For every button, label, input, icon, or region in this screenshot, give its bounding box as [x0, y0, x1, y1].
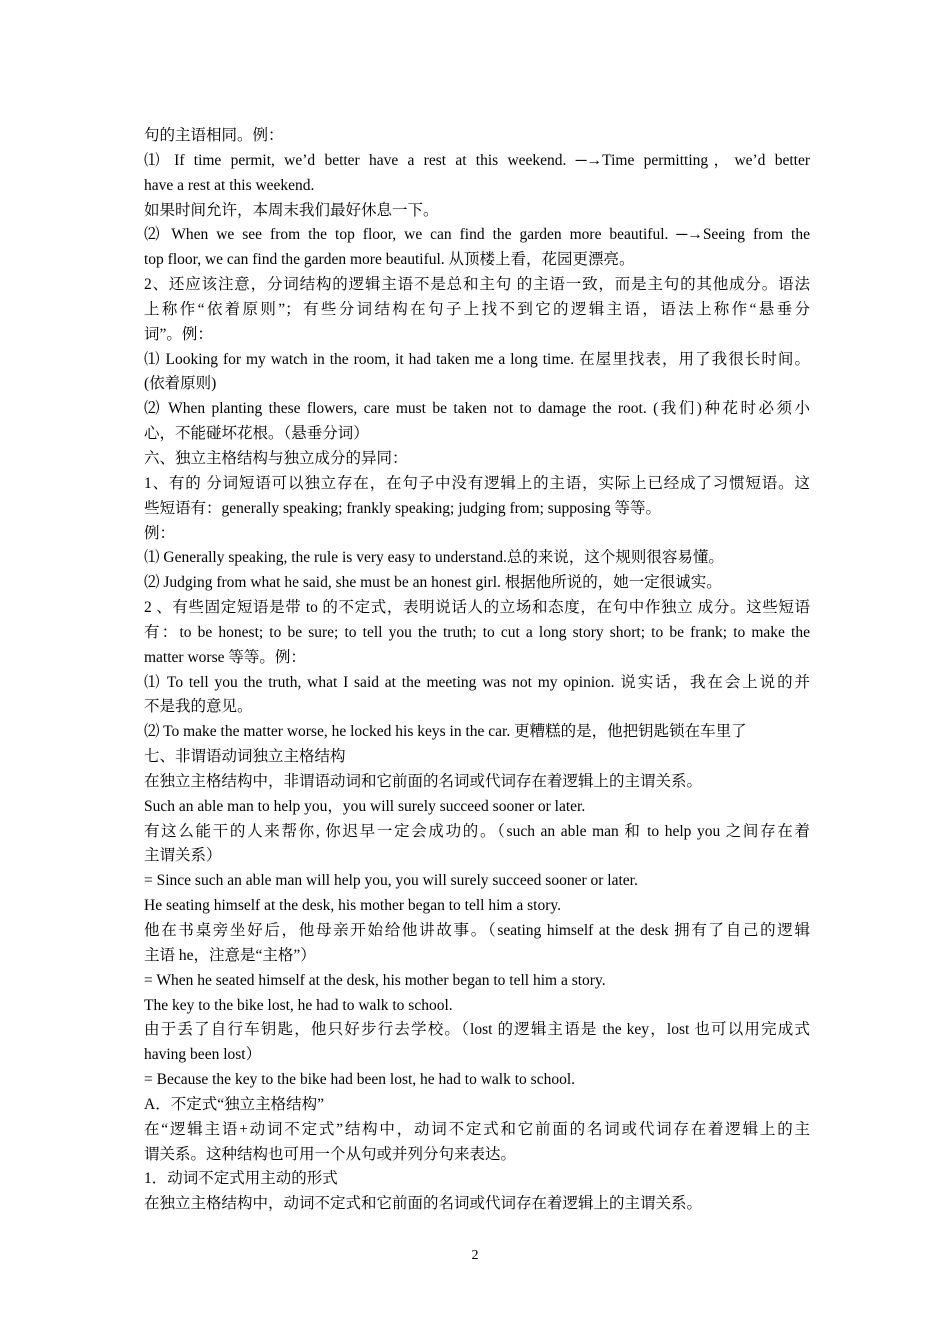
section-heading: 六、独立主格结构与独立成分的异同：: [144, 449, 408, 467]
text-line: 主谓关系）: [144, 847, 222, 865]
text-line: 在独立主格结构中，动词不定式和它前面的名词或代词存在着逻辑上的主谓关系。: [144, 1195, 703, 1213]
text-line: He seating himself at the desk, his mother began to tell him a story.: [144, 897, 561, 915]
text-line: 谓关系。这种结构也可用一个从句或并列分句来表达。: [144, 1145, 517, 1163]
text-line: ⑴ To tell you the truth, what I said at the meeting was not my opinion. 说实话，我在会上说的并: [144, 673, 810, 691]
text-line: 在“逻辑主语+动词不定式”结构中，动词不定式和它前面的名词或代词存在着逻辑上的主: [144, 1120, 810, 1138]
text-line: 句的主语相同。例：: [144, 127, 284, 144]
document-body: [144, 124, 810, 1217]
text-line: matter worse 等等。例：: [144, 648, 306, 666]
text-line: ⑵ Judging from what he said, she must be an honest girl. 根据他所说的，她一定很诚实。: [144, 574, 722, 592]
page-number: 2: [471, 1248, 479, 1263]
text-line: ⑵ When we see from the top floor, we can find the garden more beautiful. ─→Seeing from the: [144, 226, 810, 244]
text-line: have a rest at this weekend.: [144, 176, 315, 194]
text-line: = When he seated himself at the desk, his mother began to tell him a story.: [144, 971, 606, 989]
text-line: 有这么能干的人来帮你, 你迟早一定会成功的。（such an able man 和 to help you 之间存在着: [144, 822, 810, 840]
section-heading: A．不定式“独立主格结构”: [144, 1095, 324, 1113]
text-line: 2 、有些固定短语是带 to 的不定式，表明说话人的立场和态度，在句中作独立 成分。这些短语: [144, 599, 810, 617]
text-line: (依着原则): [144, 375, 217, 393]
text-line: having been lost）: [144, 1046, 262, 1064]
text-line: ⑴ Looking for my watch in the room, it had taken me a long time. 在屋里找表，用了我很长时间。: [144, 350, 810, 368]
text-line: 有：to be honest; to be sure; to tell you the truth; to cut a long story short; to be frank; to make the: [144, 623, 810, 641]
section-heading: 1．动词不定式用主动的形式: [144, 1170, 338, 1188]
text-line: ⑴ If time permit, we’d better have a rest at this weekend. ─→Time permitting，we’d better: [144, 151, 810, 169]
text-line: 1、有的 分词短语可以独立存在，在句子中没有逻辑上的主语，实际上已经成了习惯短语。这: [144, 474, 810, 492]
text-line: 不是我的意见。: [144, 698, 253, 716]
text-line: 由于丢了自行车钥匙，他只好步行去学校。（lost 的逻辑主语是 the key，lost 也可以用完成式: [144, 1021, 810, 1039]
text-line: ⑵ When planting these flowers, care must be taken not to damage the root. (我们)种花时必须小: [144, 400, 810, 418]
text-line: top floor, we can find the garden more beautiful. 从顶楼上看，花园更漂亮。: [144, 251, 635, 269]
text-line: 他在书桌旁坐好后，他母亲开始给他讲故事。（seating himself at the desk 拥有了自己的逻辑: [144, 922, 810, 939]
text-line: 些短语有：generally speaking; frankly speaking; judging from; supposing 等等。: [144, 499, 662, 517]
text-line: = Since such an able man will help you, you will surely succeed sooner or later.: [144, 872, 638, 890]
text-line: ⑵ To make the matter worse, he locked his keys in the car. 更糟糕的是，他把钥匙锁在车里了: [144, 723, 747, 741]
text-line: 在独立主格结构中，非谓语动词和它前面的名词或代词存在着逻辑上的主谓关系。: [144, 772, 703, 790]
text-line: ⑴ Generally speaking, the rule is very easy to understand.总的来说，这个规则很容易懂。: [144, 549, 724, 567]
text-line: = Because the key to the bike had been lost, he had to walk to school.: [144, 1071, 576, 1089]
text-line: 心，不能碰坏花根。（悬垂分词）: [144, 425, 369, 443]
text-line: 例：: [144, 524, 176, 542]
text-line: 词”。例：: [144, 325, 213, 343]
section-heading: 七、非谓语动词独立主格结构: [144, 748, 346, 766]
text-line: 如果时间允许，本周末我们最好休息一下。: [144, 201, 439, 219]
text-line: The key to the bike lost, he had to walk to school.: [144, 996, 453, 1014]
text-line: Such an able man to help you，you will surely succeed sooner or later.: [144, 797, 586, 815]
text-line: 主语 he，注意是“主格”）: [144, 946, 316, 964]
text-line: 2、还应该注意，分词结构的逻辑主语不是总和主句 的主语一致，而是主句的其他成分。语法: [144, 276, 810, 294]
text-line: 上称作“依着原则”；有些分词结构在句子上找不到它的逻辑主语，语法上称作“悬垂分: [144, 300, 810, 318]
